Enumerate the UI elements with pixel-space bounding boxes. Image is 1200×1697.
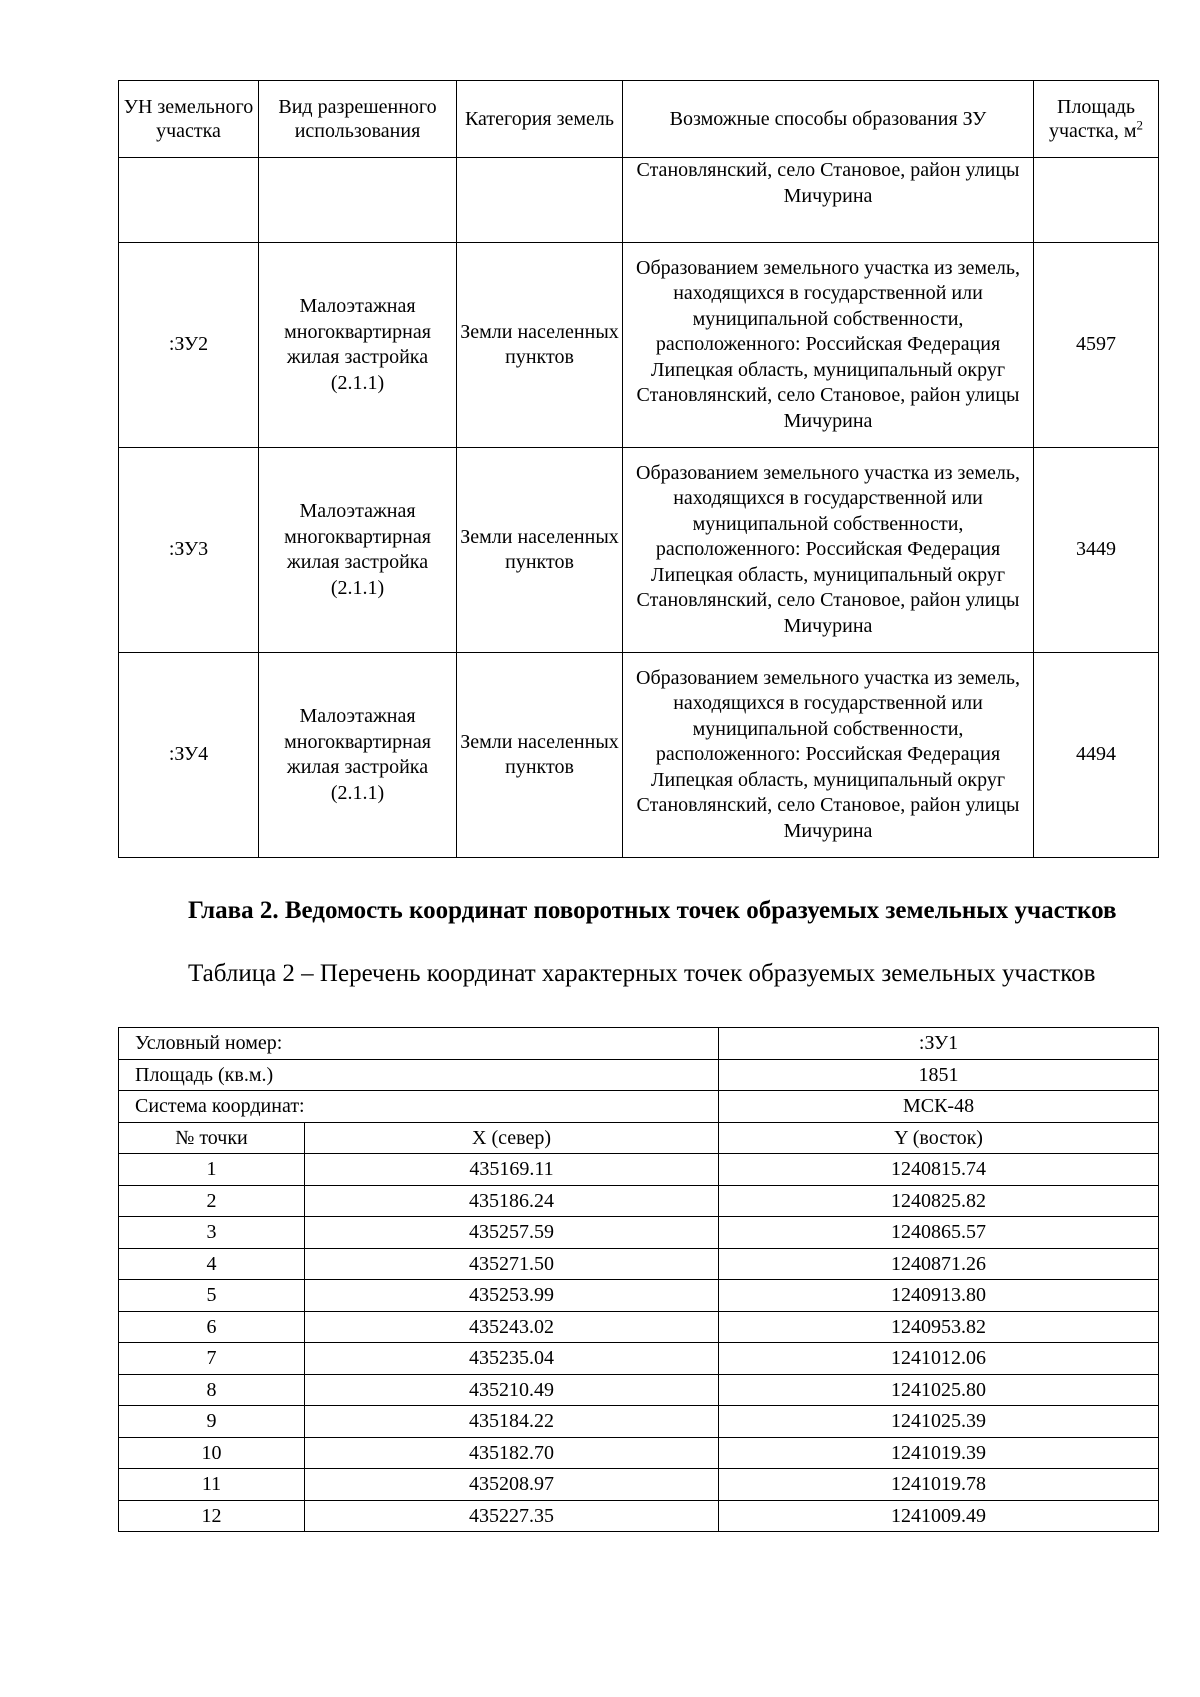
table-row xyxy=(119,1185,1159,1217)
cell-land-category: Земли населенных пунктов xyxy=(457,653,623,858)
header-area xyxy=(1034,81,1159,158)
table-row xyxy=(119,1343,1159,1375)
meta-row xyxy=(119,1059,1159,1091)
cell-point-number: 12 xyxy=(119,1500,305,1532)
land-plots-table xyxy=(118,80,1159,858)
table-row xyxy=(119,243,1159,448)
cell-x-coordinate: 435210.49 xyxy=(305,1374,719,1406)
table-row xyxy=(119,1406,1159,1438)
cell-formation-method: Образованием земельного участка из земель, находящихся в государственной или муниципальной собственности, расположенного: Российская Федерация Липецкая область, муниципальный округ Становлянский, село Становое, район улицы Мичурина xyxy=(623,243,1034,448)
table-row xyxy=(119,448,1159,653)
cell-permitted-use: Малоэтажная многоквартирная жилая застройка (2.1.1) xyxy=(259,653,457,858)
cell-x-coordinate: 435169.11 xyxy=(305,1154,719,1186)
header-land-category: Категория земель xyxy=(457,81,623,158)
cell-x-coordinate: 435186.24 xyxy=(305,1185,719,1217)
meta-value: МСК-48 xyxy=(719,1091,1159,1123)
cell-plot-id: :ЗУ3 xyxy=(119,448,259,653)
cell-area: 4597 xyxy=(1034,243,1159,448)
cell-point-number: 9 xyxy=(119,1406,305,1438)
cell-y-coordinate: 1240913.80 xyxy=(719,1280,1159,1312)
cell-point-number: 6 xyxy=(119,1311,305,1343)
cell-x-coordinate: 435257.59 xyxy=(305,1217,719,1249)
cell-plot-id: :ЗУ4 xyxy=(119,653,259,858)
table-row xyxy=(119,1311,1159,1343)
table-row xyxy=(119,1217,1159,1249)
cell-point-number: 7 xyxy=(119,1343,305,1375)
header-plot-id: УН земельного участка xyxy=(119,81,259,158)
cell-y-coordinate: 1240825.82 xyxy=(719,1185,1159,1217)
cell-x-coordinate: 435235.04 xyxy=(305,1343,719,1375)
chapter-heading: Глава 2. Ведомость координат поворотных точек образуемых земельных участков xyxy=(188,897,1117,924)
meta-value: :ЗУ1 xyxy=(719,1028,1159,1060)
table-row xyxy=(119,1248,1159,1280)
table-row xyxy=(119,1154,1159,1186)
cell-x-coordinate: 435184.22 xyxy=(305,1406,719,1438)
cell-y-coordinate: 1240865.57 xyxy=(719,1217,1159,1249)
cell-y-coordinate: 1241025.39 xyxy=(719,1406,1159,1438)
cell-method-continuation: Становлянский, село Становое, район улицы Мичурина xyxy=(623,158,1034,243)
cell-empty xyxy=(457,158,623,243)
header-y-east: Y (восток) xyxy=(719,1122,1159,1154)
meta-label: Условный номер: xyxy=(119,1028,719,1060)
header-area-label: Площадь участка, м xyxy=(1049,96,1137,142)
cell-area: 3449 xyxy=(1034,448,1159,653)
header-permitted-use: Вид разрешенного использования xyxy=(259,81,457,158)
cell-land-category: Земли населенных пунктов xyxy=(457,243,623,448)
cell-x-coordinate: 435243.02 xyxy=(305,1311,719,1343)
cell-x-coordinate: 435208.97 xyxy=(305,1469,719,1501)
cell-y-coordinate: 1241025.80 xyxy=(719,1374,1159,1406)
cell-x-coordinate: 435253.99 xyxy=(305,1280,719,1312)
header-formation-method: Возможные способы образования ЗУ xyxy=(623,81,1034,158)
header-point-number: № точки xyxy=(119,1122,305,1154)
cell-formation-method: Образованием земельного участка из земель, находящихся в государственной или муниципальной собственности, расположенного: Российская Федерация Липецкая область, муниципальный округ Становлянский, село Становое, район улицы Мичурина xyxy=(623,653,1034,858)
table-row xyxy=(119,1469,1159,1501)
meta-label: Площадь (кв.м.) xyxy=(119,1059,719,1091)
meta-row xyxy=(119,1028,1159,1060)
meta-row xyxy=(119,1091,1159,1123)
cell-y-coordinate: 1240871.26 xyxy=(719,1248,1159,1280)
meta-value: 1851 xyxy=(719,1059,1159,1091)
cell-point-number: 10 xyxy=(119,1437,305,1469)
table-row xyxy=(119,653,1159,858)
header-x-north: X (север) xyxy=(305,1122,719,1154)
table-caption: Таблица 2 – Перечень координат характерных точек образуемых земельных участков xyxy=(188,960,1096,987)
cell-permitted-use: Малоэтажная многоквартирная жилая застройка (2.1.1) xyxy=(259,448,457,653)
cell-point-number: 8 xyxy=(119,1374,305,1406)
cell-formation-method: Образованием земельного участка из земель, находящихся в государственной или муниципальной собственности, расположенного: Российская Федерация Липецкая область, муниципальный округ Становлянский, село Становое, район улицы Мичурина xyxy=(623,448,1034,653)
cell-empty xyxy=(1034,158,1159,243)
cell-y-coordinate: 1241019.39 xyxy=(719,1437,1159,1469)
table-row xyxy=(119,1374,1159,1406)
cell-permitted-use: Малоэтажная многоквартирная жилая застройка (2.1.1) xyxy=(259,243,457,448)
cell-x-coordinate: 435271.50 xyxy=(305,1248,719,1280)
cell-x-coordinate: 435227.35 xyxy=(305,1500,719,1532)
cell-land-category: Земли населенных пунктов xyxy=(457,448,623,653)
cell-y-coordinate: 1240815.74 xyxy=(719,1154,1159,1186)
cell-point-number: 1 xyxy=(119,1154,305,1186)
cell-point-number: 4 xyxy=(119,1248,305,1280)
cell-area: 4494 xyxy=(1034,653,1159,858)
cell-y-coordinate: 1241012.06 xyxy=(719,1343,1159,1375)
cell-empty xyxy=(119,158,259,243)
header-area-superscript: 2 xyxy=(1136,117,1143,133)
table-row-continuation xyxy=(119,158,1159,243)
cell-point-number: 2 xyxy=(119,1185,305,1217)
cell-point-number: 11 xyxy=(119,1469,305,1501)
cell-point-number: 5 xyxy=(119,1280,305,1312)
meta-label: Система координат: xyxy=(119,1091,719,1123)
cell-plot-id: :ЗУ2 xyxy=(119,243,259,448)
table-row xyxy=(119,1280,1159,1312)
cell-x-coordinate: 435182.70 xyxy=(305,1437,719,1469)
table-row xyxy=(119,1437,1159,1469)
cell-y-coordinate: 1240953.82 xyxy=(719,1311,1159,1343)
table-row xyxy=(119,1500,1159,1532)
points-body xyxy=(119,1154,1159,1532)
cell-point-number: 3 xyxy=(119,1217,305,1249)
cell-empty xyxy=(259,158,457,243)
table-header-row xyxy=(119,81,1159,158)
cell-y-coordinate: 1241009.49 xyxy=(719,1500,1159,1532)
column-header-row xyxy=(119,1122,1159,1154)
cell-y-coordinate: 1241019.78 xyxy=(719,1469,1159,1501)
coordinates-table xyxy=(118,1027,1159,1532)
